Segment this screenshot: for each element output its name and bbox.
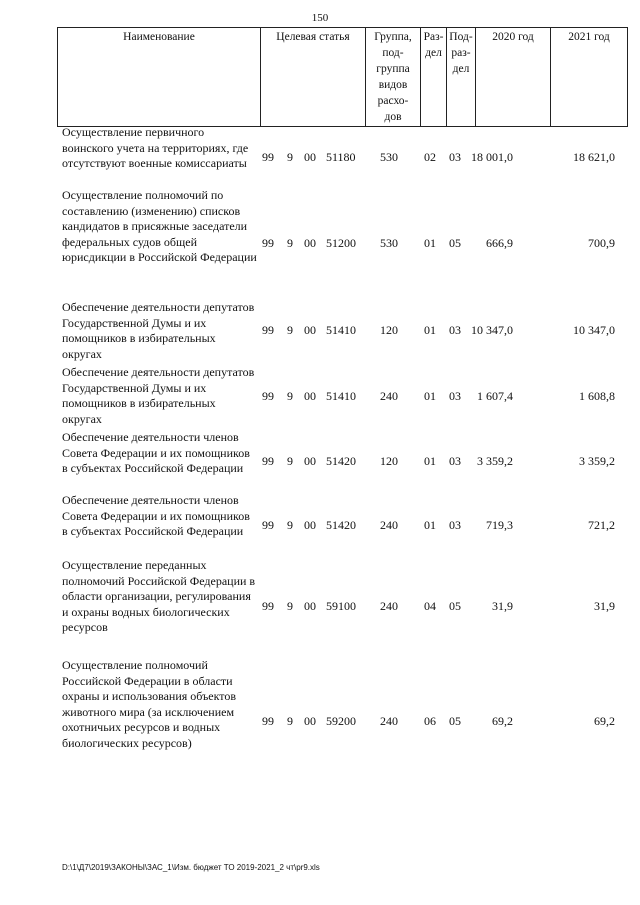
row-group: 240 (380, 714, 398, 728)
header-name: Наименование (58, 28, 261, 127)
row-event: 00 (304, 518, 316, 532)
row-group: 240 (380, 518, 398, 532)
row-group: 530 (380, 236, 398, 250)
row-value-2020: 1 607,4 (477, 389, 513, 403)
row-name: Осуществление первичного воинского учета на территориях, где отсутствуют военные комиссариаты (62, 125, 249, 170)
row-value-2021: 700,9 (588, 236, 615, 250)
row-razdel: 06 (424, 714, 436, 728)
row-direction: 51200 (326, 236, 356, 250)
row-event: 00 (304, 599, 316, 613)
row-podrazdel: 05 (449, 599, 461, 613)
row-subprogram: 9 (287, 518, 293, 532)
header-podrazdel: Под- раз- дел (447, 28, 476, 127)
row-direction: 51410 (326, 389, 356, 403)
row-subprogram: 9 (287, 389, 293, 403)
row-group: 240 (380, 599, 398, 613)
row-podrazdel: 03 (449, 323, 461, 337)
header-group: Группа, под- группа видов расхо- дов (366, 28, 421, 127)
row-name: Обеспечение деятельности депутатов Государственной Думы и их помощников в избирательных округах (62, 365, 255, 426)
row-value-2020: 10 347,0 (471, 323, 513, 337)
row-name: Осуществление переданных полномочий Российской Федерации в области организации, регулирования и охраны водных биологических ресурсов (62, 558, 256, 634)
row-value-2021: 721,2 (588, 518, 615, 532)
row-value-2021: 31,9 (594, 599, 615, 613)
row-razdel: 01 (424, 518, 436, 532)
row-value-2021: 10 347,0 (573, 323, 615, 337)
row-direction: 51410 (326, 323, 356, 337)
row-group: 120 (380, 323, 398, 337)
row-razdel: 01 (424, 454, 436, 468)
row-razdel: 04 (424, 599, 436, 613)
row-direction: 51420 (326, 518, 356, 532)
row-razdel: 01 (424, 323, 436, 337)
row-name: Обеспечение деятельности депутатов Государственной Думы и их помощников в избирательных округах (62, 300, 255, 361)
row-podrazdel: 03 (449, 389, 461, 403)
row-subprogram: 9 (287, 714, 293, 728)
row-razdel: 01 (424, 389, 436, 403)
row-name: Осуществление полномочий Российской Федерации в области охраны и использования объектов животного мира (за исключением охотничьих ресурсов и водных биологических ресурсов) (62, 658, 237, 750)
row-value-2020: 31,9 (492, 599, 513, 613)
row-name: Обеспечение деятельности членов Совета Федерации и их помощников в субъектах Российской Федерации (62, 493, 250, 538)
row-razdel: 02 (424, 150, 436, 164)
row-value-2020: 69,2 (492, 714, 513, 728)
row-program: 99 (262, 599, 274, 613)
row-program: 99 (262, 389, 274, 403)
row-event: 00 (304, 236, 316, 250)
row-event: 00 (304, 714, 316, 728)
row-value-2021: 3 359,2 (579, 454, 615, 468)
row-value-2021: 69,2 (594, 714, 615, 728)
row-event: 00 (304, 150, 316, 164)
row-program: 99 (262, 714, 274, 728)
row-subprogram: 9 (287, 150, 293, 164)
row-podrazdel: 03 (449, 518, 461, 532)
row-group: 530 (380, 150, 398, 164)
row-direction: 59100 (326, 599, 356, 613)
file-path-footer: D:\1\Д7\2019\ЗАКОНЫ\ЗАС_1\Изм. бюджет ТО 2019-2021_2 чт\pr9.xls (62, 863, 320, 872)
row-subprogram: 9 (287, 454, 293, 468)
row-value-2020: 719,3 (486, 518, 513, 532)
row-value-2021: 18 621,0 (573, 150, 615, 164)
row-event: 00 (304, 323, 316, 337)
header-target: Целевая статья (261, 28, 366, 127)
row-program: 99 (262, 454, 274, 468)
row-value-2020: 18 001,0 (471, 150, 513, 164)
row-direction: 51420 (326, 454, 356, 468)
row-program: 99 (262, 236, 274, 250)
row-podrazdel: 05 (449, 236, 461, 250)
row-group: 120 (380, 454, 398, 468)
page-number: 150 (311, 12, 329, 24)
header-2020: 2020 год (476, 28, 551, 127)
row-subprogram: 9 (287, 599, 293, 613)
row-value-2020: 3 359,2 (477, 454, 513, 468)
row-subprogram: 9 (287, 323, 293, 337)
row-podrazdel: 03 (449, 150, 461, 164)
header-2021: 2021 год (551, 28, 628, 127)
header-razdel: Раз- дел (421, 28, 447, 127)
row-event: 00 (304, 389, 316, 403)
row-podrazdel: 05 (449, 714, 461, 728)
row-program: 99 (262, 150, 274, 164)
row-direction: 51180 (326, 150, 356, 164)
row-name: Обеспечение деятельности членов Совета Федерации и их помощников в субъектах Российской Федерации (62, 430, 250, 475)
row-podrazdel: 03 (449, 454, 461, 468)
row-value-2021: 1 608,8 (579, 389, 615, 403)
row-name: Осуществление полномочий по составлению (изменению) списков кандидатов в присяжные заседатели федеральных судов общей юрисдикции в Российской Федерации (62, 188, 257, 264)
row-subprogram: 9 (287, 236, 293, 250)
row-group: 240 (380, 389, 398, 403)
row-program: 99 (262, 323, 274, 337)
row-value-2020: 666,9 (486, 236, 513, 250)
row-event: 00 (304, 454, 316, 468)
row-direction: 59200 (326, 714, 356, 728)
row-razdel: 01 (424, 236, 436, 250)
row-program: 99 (262, 518, 274, 532)
